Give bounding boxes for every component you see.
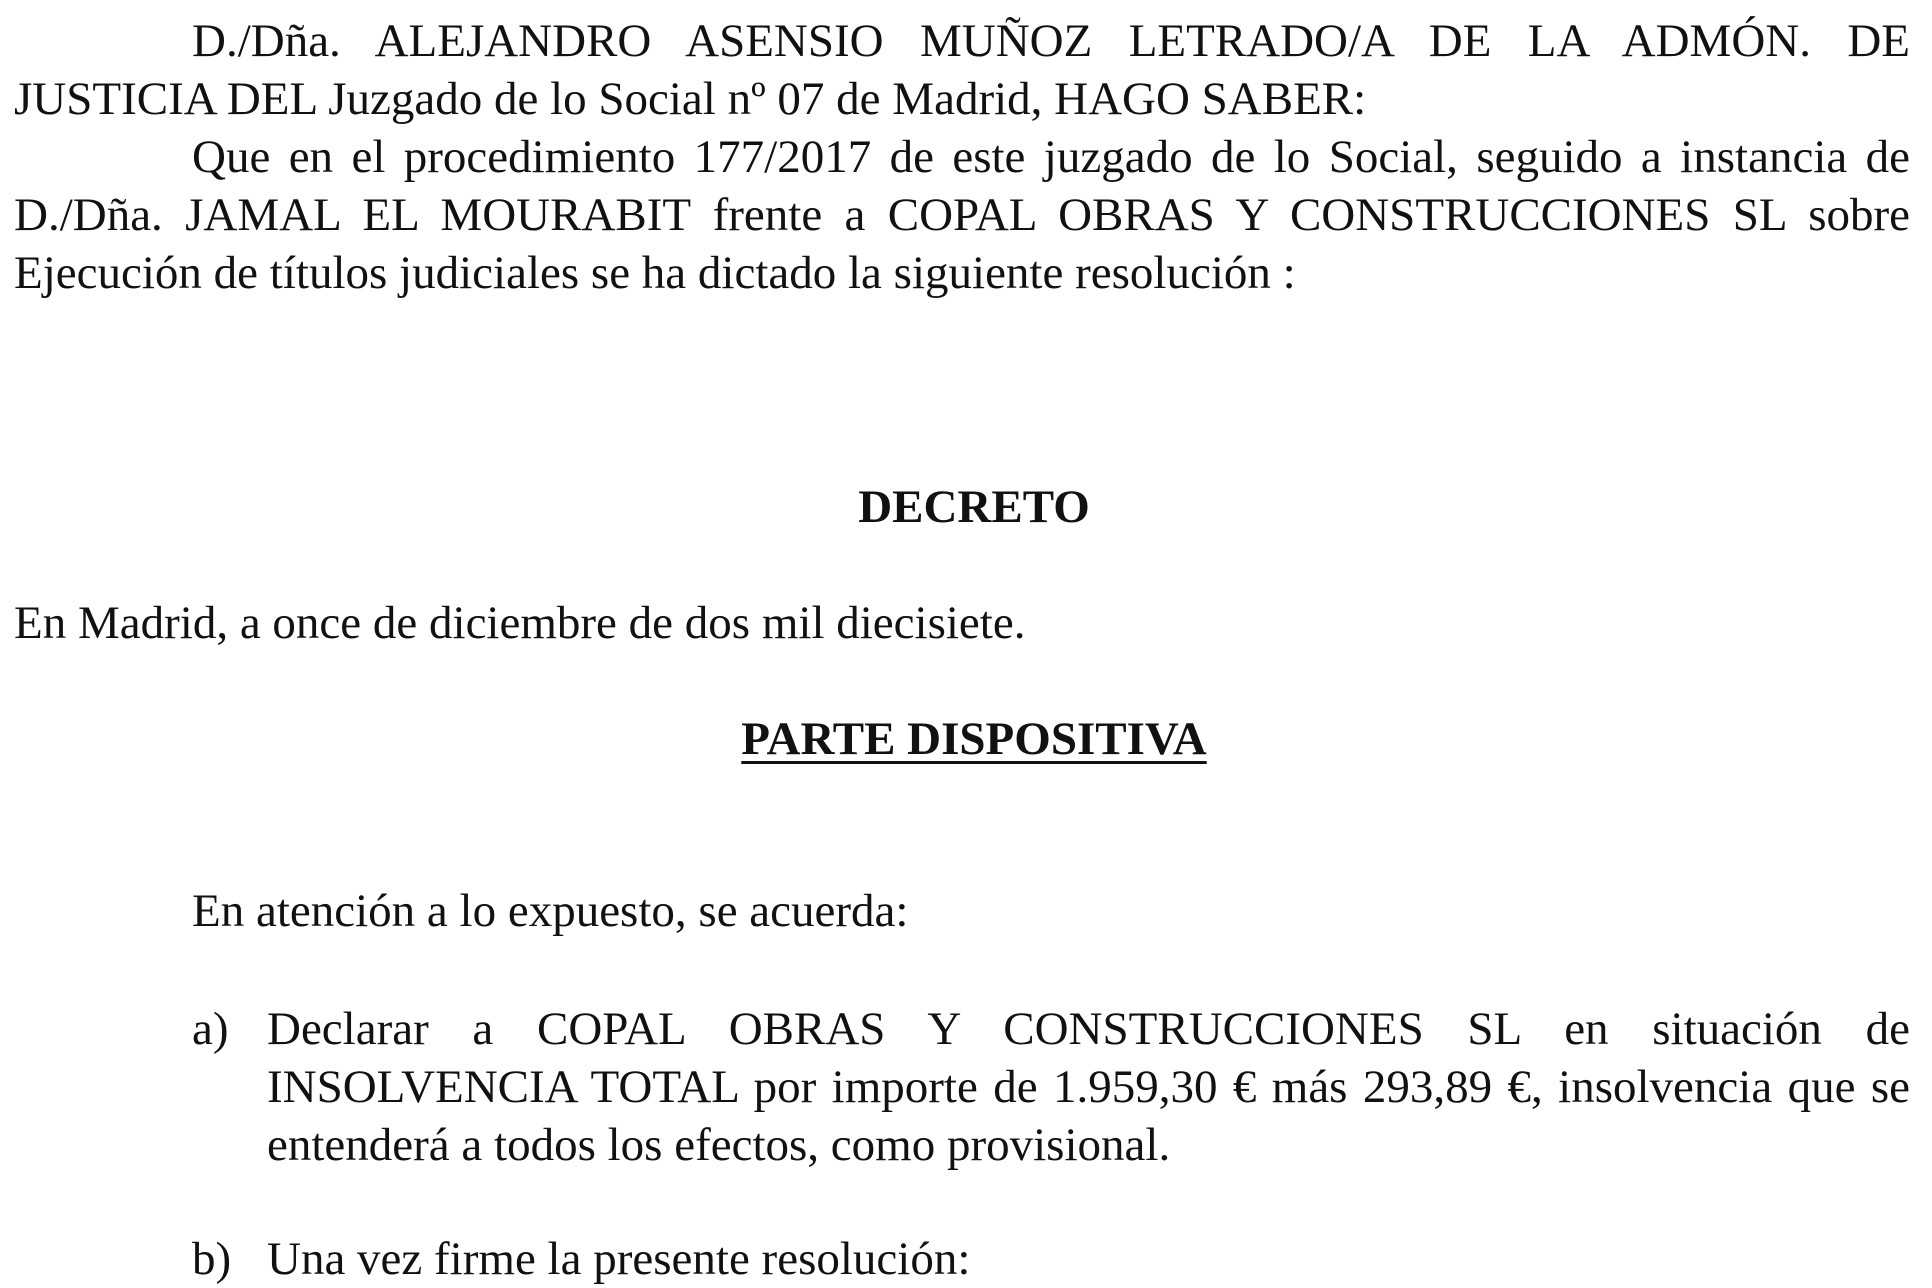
decreto-heading: DECRETO [858, 481, 1090, 533]
list-marker: a) [192, 1003, 229, 1055]
list-item [192, 1000, 1910, 1174]
date-line: En Madrid, a once de diciembre de dos mil diecisiete. [14, 597, 1026, 649]
procedure-paragraph: Que en el procedimiento 177/2017 de este juzgado de lo Social, seguido a instancia de D./Dña. JAMAL EL MOURABIT frente a COPAL OBRAS Y CONSTRUCCIONES SL sobre Ejecución de títulos judiciales se ha dictado la siguiente resolución : [14, 131, 1910, 299]
list-item [192, 1230, 1910, 1288]
document-page [14, 0, 1910, 1288]
list-item-text: Declarar a COPAL OBRAS Y CONSTRUCCIONES SL en situación de INSOLVENCIA TOTAL por importe de 1.959,30 € más 293,89 €, insolvencia que se entenderá a todos los efectos, como provisional. [267, 1003, 1910, 1171]
resolution-intro: En atención a lo expuesto, se acuerda: [192, 885, 909, 937]
intro-paragraph: D./Dña. ALEJANDRO ASENSIO MUÑOZ LETRADO/A DE LA ADMÓN. DE JUSTICIA DEL Juzgado de lo Social nº 07 de Madrid, HAGO SABER: [14, 15, 1910, 125]
list-marker: b) [192, 1233, 232, 1285]
list-item-text: Una vez firme la presente resolución: [267, 1233, 971, 1285]
parte-dispositiva-heading: PARTE DISPOSITIVA [741, 713, 1207, 765]
